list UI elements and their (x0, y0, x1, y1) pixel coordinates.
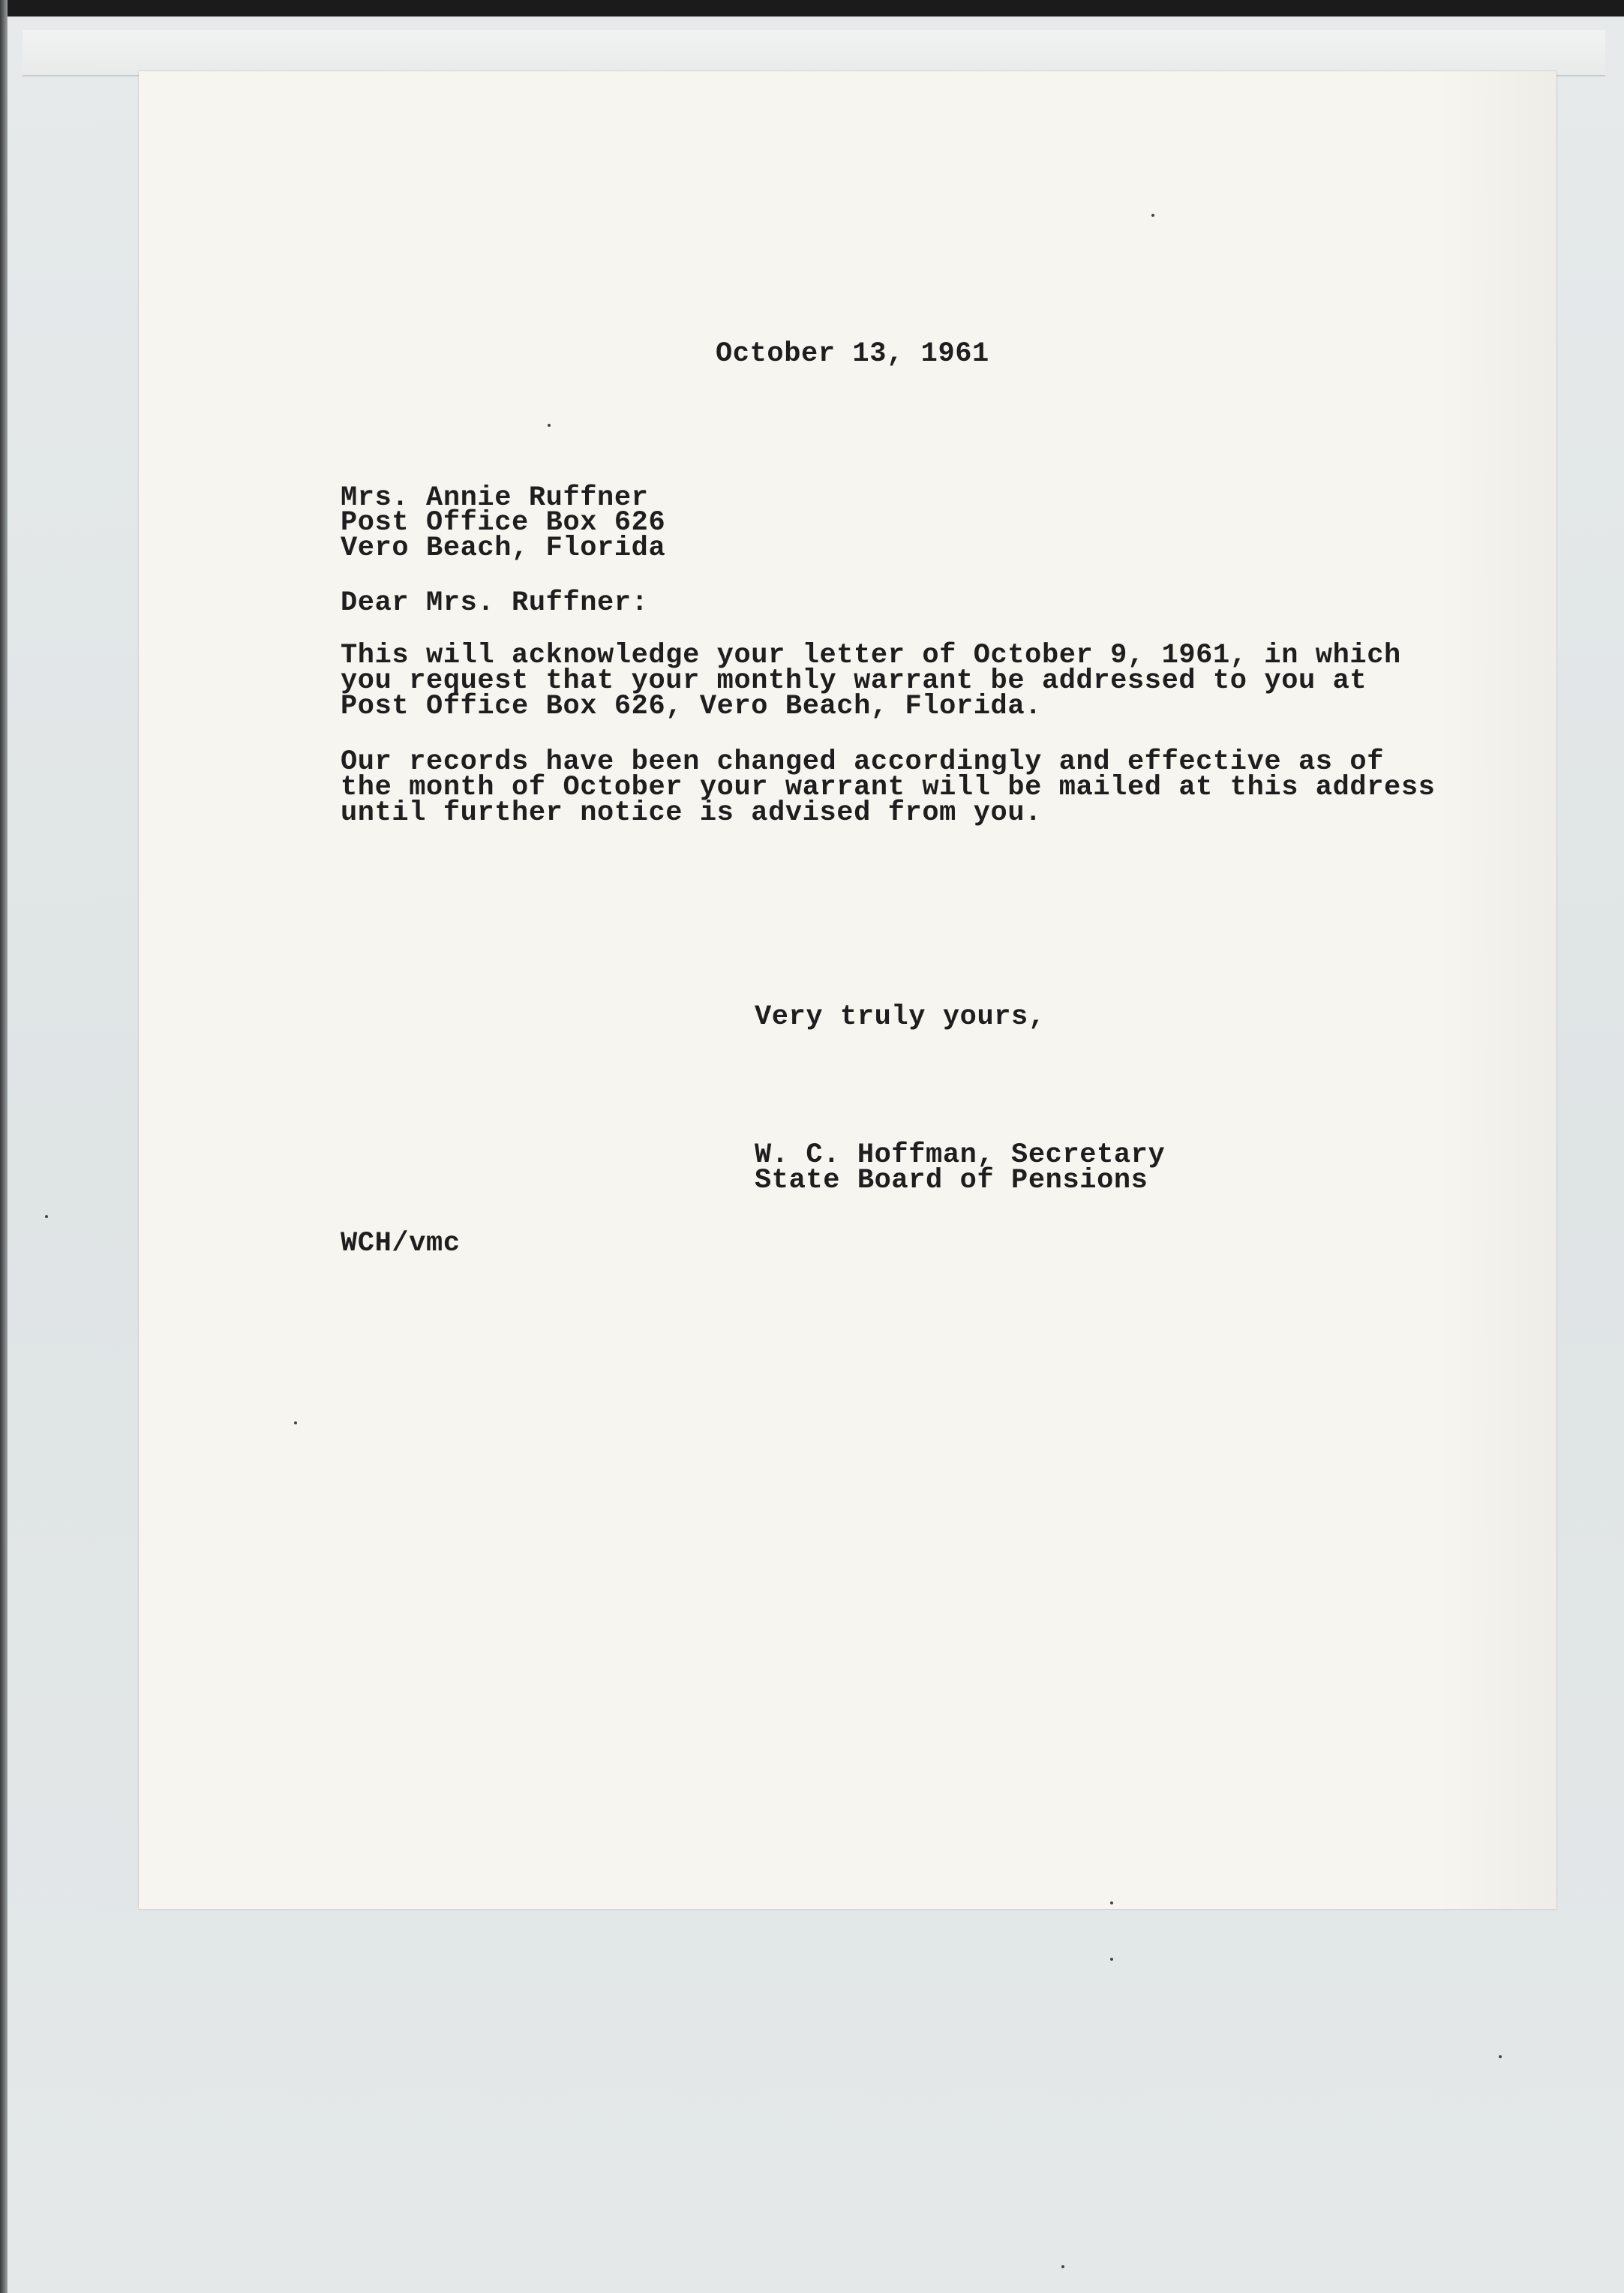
recipient-name: Mrs. Annie Ruffner (341, 482, 649, 514)
scan-speck (1151, 214, 1154, 217)
closing: Very truly yours, (755, 1001, 1046, 1033)
reference-initials: WCH/vmc (341, 1228, 461, 1259)
tape-strip (23, 30, 1605, 77)
signer-organization: State Board of Pensions (755, 1165, 1148, 1196)
body-paragraph-2-line: Our records have been changed accordingly and effective as of (341, 746, 1385, 778)
recipient-city: Vero Beach, Florida (341, 533, 666, 564)
body-paragraph-1-line: you request that your monthly warrant be addressed to you at (341, 665, 1367, 697)
scanner-left-edge (0, 0, 8, 2293)
scan-speck (1110, 1958, 1113, 1961)
body-paragraph-1-line: Post Office Box 626, Vero Beach, Florida. (341, 691, 1042, 722)
body-paragraph-2-line: until further notice is advised from you. (341, 797, 1042, 829)
letter-date: October 13, 1961 (716, 338, 989, 370)
scan-speck (1110, 1901, 1113, 1904)
scan-speck (45, 1215, 48, 1218)
scan-speck (294, 1421, 297, 1424)
signer-name-title: W. C. Hoffman, Secretary (755, 1139, 1166, 1171)
body-paragraph-1-line: This will acknowledge your letter of October 9, 1961, in which (341, 640, 1401, 671)
scan-speck (1061, 2265, 1064, 2268)
scan-speck (548, 424, 551, 427)
recipient-street: Post Office Box 626 (341, 507, 666, 539)
body-paragraph-2-line: the month of October your warrant will be mailed at this address (341, 772, 1436, 803)
scan-speck (1499, 2055, 1502, 2058)
salutation: Dear Mrs. Ruffner: (341, 587, 649, 619)
scanner-top-edge (0, 0, 1624, 17)
